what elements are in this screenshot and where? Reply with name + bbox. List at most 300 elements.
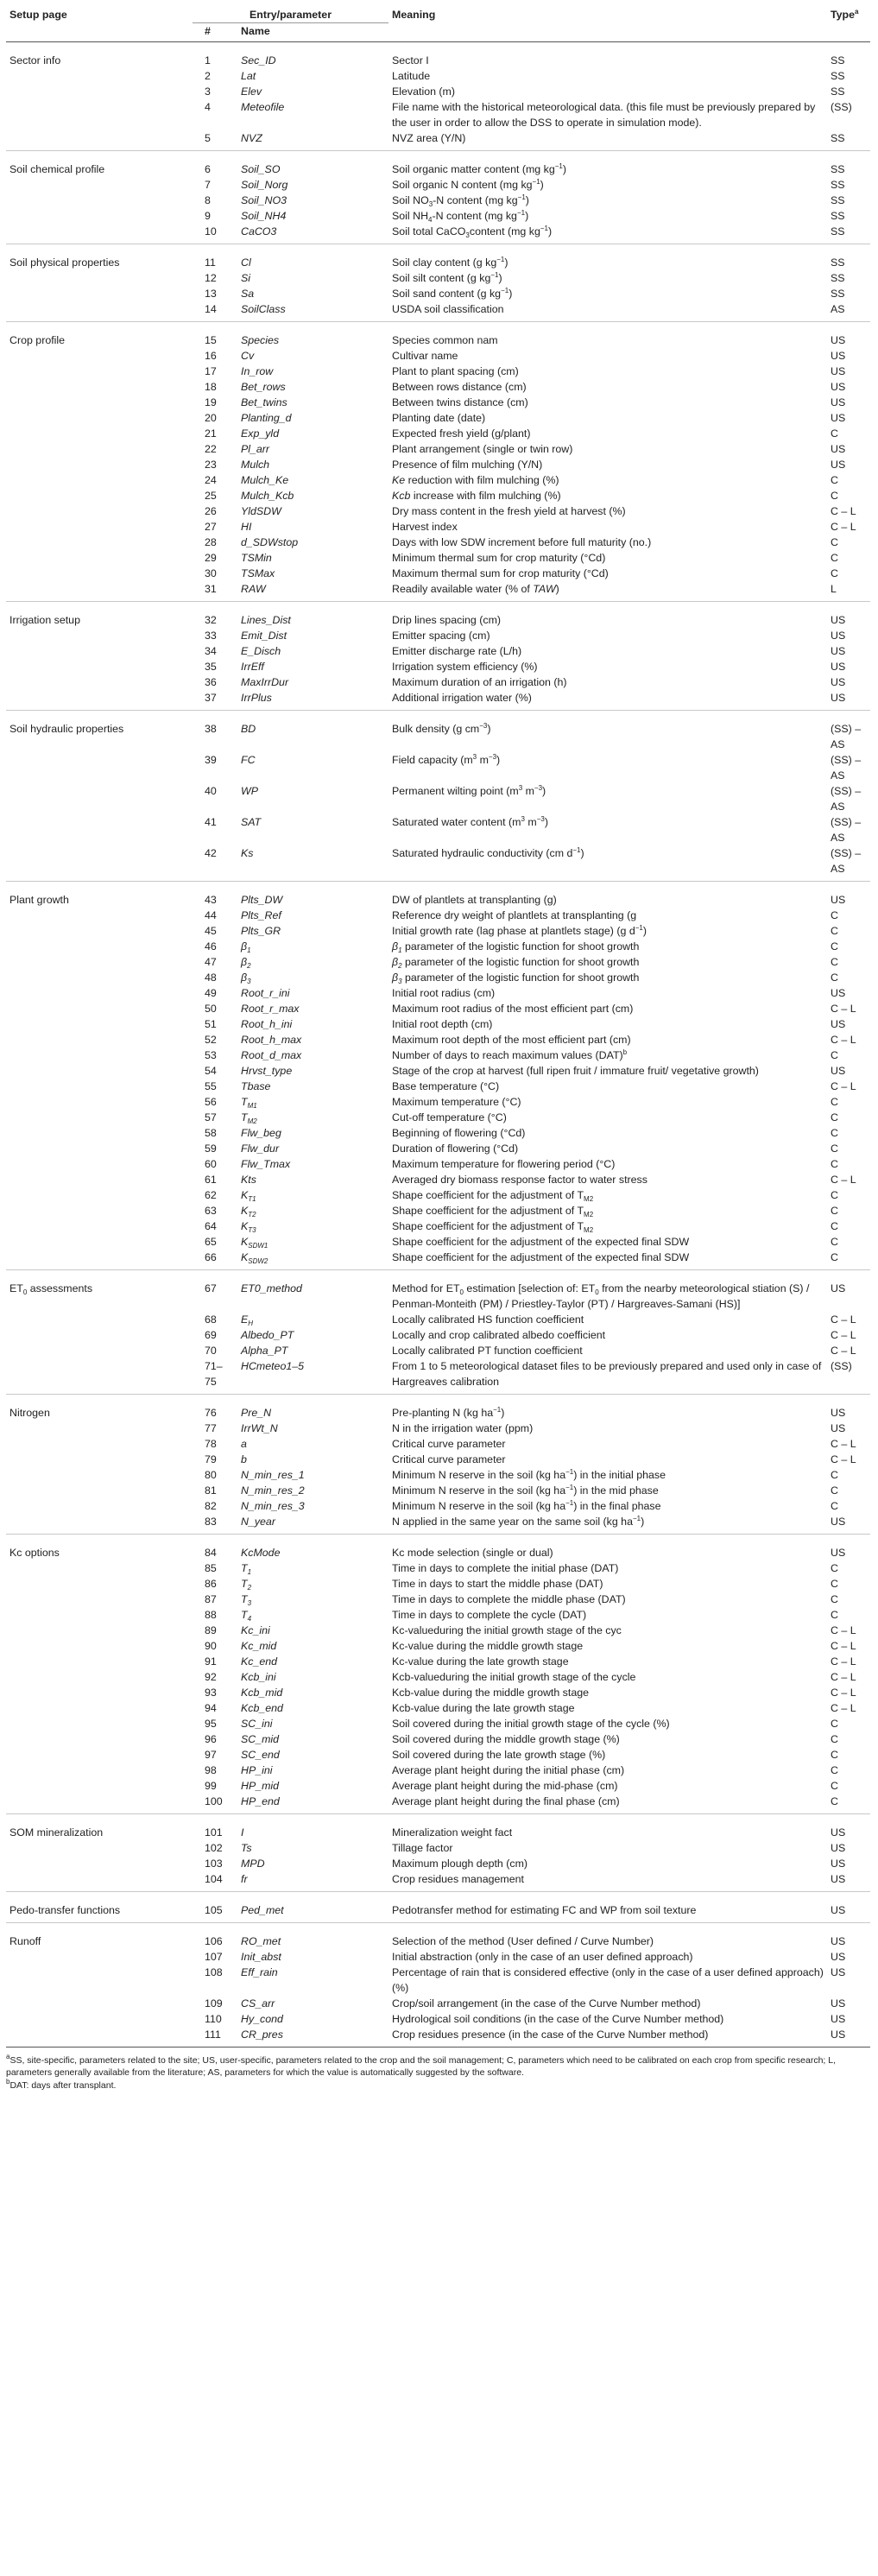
table-row (6, 1079, 870, 1094)
parameter-name: Kcb_mid (241, 1687, 283, 1699)
parameter-meaning: Elevation (m) (392, 85, 456, 98)
entry-number: 85 (205, 1562, 217, 1574)
parameter-type: US (831, 1065, 846, 1077)
parameter-type: C (831, 1609, 838, 1621)
table-row (6, 177, 870, 193)
parameter-type: US (831, 412, 846, 424)
parameter-type: SS (831, 179, 845, 191)
parameter-type: SS (831, 194, 845, 206)
parameter-meaning: Minimum N reserve in the soil (kg $ha^{-1}$) in the initial phase (392, 1468, 666, 1481)
parameter-name: Cv (241, 350, 255, 362)
parameter-type: (SS) – AS (831, 754, 862, 782)
parameter-type: SS (831, 163, 845, 175)
parameter-type: C – L (831, 1003, 856, 1015)
entry-number: 81 (205, 1484, 217, 1497)
parameter-name: Soil_NO3 (241, 194, 287, 206)
parameter-type: C (831, 1500, 838, 1512)
entry-number: 76 (205, 1407, 217, 1419)
parameter-meaning: Minimum thermal sum for crop maturity (°Cd) (392, 552, 606, 564)
section-title: $ET_0$ assessments (9, 1282, 93, 1296)
parameter-meaning: Maximum plough depth (cm) (392, 1858, 528, 1870)
parameter-name: N_year (237, 1514, 388, 1535)
table-row (6, 364, 870, 379)
parameter-type: C (831, 490, 838, 502)
table-row (6, 426, 870, 441)
parameter-name: HP_end (237, 1794, 388, 1814)
entry-number: 39 (205, 754, 217, 766)
parameter-type: C (831, 925, 838, 937)
parameter-name: $T_{M2}$ (241, 1111, 257, 1125)
table-row (6, 1607, 870, 1623)
parameter-name: Soil_Norg (241, 179, 288, 191)
parameter-meaning: Shape coefficient for the adjustment of $T_{M2}$ (392, 1205, 594, 1218)
parameter-meaning: Tillage factor (392, 1842, 453, 1854)
parameter-name: Hy_cond (241, 2013, 283, 2025)
parameter-meaning: $\beta_2$ parameter of the logistic function for shoot growth (392, 956, 640, 970)
table-row (6, 1395, 870, 1421)
parameter-name: Kcb_end (241, 1702, 283, 1714)
parameter-meaning: Expected fresh yield (g/plant) (392, 427, 531, 440)
parameter-meaning: Soil covered during the middle growth stage (%) (392, 1733, 620, 1745)
parameter-meaning: N in the irrigation water (ppm) (392, 1422, 534, 1434)
entry-number: 2 (205, 70, 211, 82)
parameter-name: CR_pres (237, 2027, 388, 2048)
section-title (6, 1560, 193, 1576)
parameter-meaning: Kcb-value during the late growth stage (392, 1702, 575, 1714)
parameter-name: E_Disch (241, 645, 281, 657)
parameter-name: $T_2$ (241, 1578, 252, 1592)
table-row (6, 503, 870, 519)
parameter-meaning: Kc-valueduring the initial growth stage of the cyc (392, 1624, 622, 1636)
parameter-name: RAW (237, 581, 388, 602)
parameter-meaning: $\beta_3$ parameter of the logistic function for shoot growth (392, 972, 640, 985)
parameter-meaning: DW of plantlets at transplanting (g) (392, 894, 557, 906)
entry-number: 20 (205, 412, 217, 424)
parameter-type: SS (831, 85, 845, 98)
parameter-type: C (831, 567, 838, 579)
parameter-type: (SS) – AS (831, 816, 862, 844)
table-row (6, 99, 870, 130)
parameter-type: C (831, 1593, 838, 1605)
section-title (6, 1498, 193, 1514)
section-title (6, 1312, 193, 1327)
parameter-meaning: Minimum N reserve in the soil (kg $ha^{-1}$) in the mid phase (392, 1484, 659, 1497)
entry-number: 107 (205, 1951, 223, 1963)
parameter-type: C (827, 1794, 870, 1814)
parameter-name: In_row (241, 365, 274, 377)
parameter-meaning: Plant arrangement (single or twin row) (392, 443, 573, 455)
parameter-name: Species (241, 334, 280, 346)
parameter-type: C (831, 1236, 838, 1248)
section-title (6, 68, 193, 84)
entry-number: 11 (205, 256, 216, 269)
header-type-label: Type (831, 9, 856, 21)
entry-number: 23 (205, 459, 217, 471)
section-title (6, 1016, 193, 1032)
parameter-type: US (831, 1951, 846, 1963)
parameter-meaning: Locally calibrated HS function coefficient (392, 1313, 584, 1326)
parameter-name: $\beta_1$ (241, 940, 251, 954)
footnote-b-text: DAT: days after transplant. (9, 2080, 117, 2091)
parameter-type: C (831, 1205, 838, 1217)
entry-number: 92 (205, 1671, 217, 1683)
entry-number: 80 (205, 1469, 217, 1481)
entry-number: 44 (205, 909, 217, 921)
parameter-name: MaxIrrDur (241, 676, 289, 688)
parameter-meaning: Soil $NH_4-N$ content (mg $kg^{-1}$) (392, 209, 529, 224)
parameter-meaning: Maximum root depth of the most efficient part (cm) (392, 1034, 631, 1046)
entry-number: 47 (205, 956, 217, 968)
table-row (6, 1498, 870, 1514)
section-title (6, 1358, 193, 1395)
parameter-meaning: Maximum temperature for flowering period (°C) (392, 1158, 616, 1170)
parameter-type: C – L (831, 1034, 856, 1046)
parameter-meaning: USDA soil classification (388, 301, 827, 322)
parameter-name: RO_met (241, 1935, 281, 1947)
parameter-name: $K_{T3}$ (241, 1220, 256, 1234)
entry-number: 84 (205, 1547, 217, 1559)
entry-number: 55 (205, 1080, 217, 1092)
entry-number: 64 (205, 1220, 217, 1232)
parameter-meaning: Maximum thermal sum for crop maturity (°Cd) (392, 567, 609, 579)
parameter-meaning: Initial growth rate (lag phase at plantlets stage) (g $d^{-1}$) (392, 924, 647, 937)
parameter-meaning: $\beta_1$ parameter of the logistic function for shoot growth (392, 940, 640, 954)
entry-number: 1 (205, 54, 211, 66)
parameter-meaning: Mineralization weight fact (392, 1826, 513, 1839)
section-title (6, 1187, 193, 1203)
parameter-type: US (831, 1018, 846, 1030)
entry-number: 28 (205, 536, 217, 548)
entry-number: 61 (205, 1174, 217, 1186)
parameter-meaning: Kc mode selection (single or dual) (392, 1547, 553, 1559)
section-title (6, 643, 193, 659)
section-7 (6, 1270, 870, 1395)
parameter-name: Kts (241, 1174, 256, 1186)
entry-number: 68 (205, 1313, 217, 1326)
parameter-type: US (831, 381, 846, 393)
entry-number: 96 (205, 1733, 217, 1745)
section-title (6, 923, 193, 939)
entry-number: 14 (193, 301, 237, 322)
table-row (6, 1794, 870, 1814)
parameter-type: US (831, 1858, 846, 1870)
parameter-meaning: Irrigation system efficiency (%) (392, 661, 538, 673)
parameter-type: US (831, 1842, 846, 1854)
parameter-type: C (831, 1749, 838, 1761)
parameter-type: C (831, 1189, 838, 1201)
parameter-name: Eff_rain (241, 1966, 278, 1978)
section-title (6, 1467, 193, 1483)
table-row (6, 1669, 870, 1685)
parameter-name: Plts_GR (241, 925, 281, 937)
entry-number: 58 (205, 1127, 217, 1139)
parameter-meaning: Presence of film mulching (Y/N) (392, 459, 543, 471)
parameter-type: C – L (831, 1687, 856, 1699)
section-title (6, 457, 193, 472)
section-title: Irrigation setup (9, 614, 80, 626)
section-title (6, 472, 193, 488)
parameter-name: Kc_mid (241, 1640, 277, 1652)
parameter-meaning: Number of days to reach maximum values (DAT)$^b$ (392, 1048, 628, 1061)
parameter-meaning: Base temperature (°C) (392, 1080, 500, 1092)
table-row (6, 286, 870, 301)
entry-number: 27 (205, 521, 217, 533)
table-row (6, 1343, 870, 1358)
section-title (6, 1250, 193, 1270)
table-row (6, 908, 870, 923)
parameter-meaning: Latitude (392, 70, 431, 82)
section-title (6, 1778, 193, 1794)
table-row (6, 1892, 870, 1923)
entry-number: 33 (205, 630, 217, 642)
table-row (6, 1063, 870, 1079)
section-title (6, 1172, 193, 1187)
parameter-name: Bet_rows (241, 381, 286, 393)
parameter-meaning: Soil clay content (g $kg^{-1}$) (392, 256, 508, 269)
parameter-type: C (831, 1469, 838, 1481)
section-title (6, 2011, 193, 2027)
parameter-type: C (831, 552, 838, 564)
table-row (6, 1421, 870, 1436)
parameter-name: $\beta_3$ (241, 972, 251, 985)
section-title (6, 364, 193, 379)
parameter-name: Exp_yld (241, 427, 280, 440)
parameter-meaning: Critical curve parameter (392, 1453, 506, 1465)
section-title (6, 1047, 193, 1063)
parameter-name: Meteofile (241, 101, 285, 113)
section-8 (6, 1395, 870, 1535)
parameter-type: C (831, 940, 838, 953)
parameter-type: C – L (831, 1624, 856, 1636)
table-row (6, 1535, 870, 1561)
parameter-type: US (831, 1547, 846, 1559)
parameter-meaning: Soil organic matter content (mg $kg^{-1}$) (392, 162, 566, 175)
footnote-a (6, 2054, 870, 2079)
table-row (6, 1747, 870, 1763)
parameter-type: C (831, 1484, 838, 1497)
section-title (6, 1032, 193, 1047)
parameter-name: Kc_ini (241, 1624, 270, 1636)
entry-number: 56 (205, 1096, 217, 1108)
section-title (6, 1856, 193, 1871)
section-title (6, 503, 193, 519)
parameter-meaning: Readily available water (% of TAW) (388, 581, 827, 602)
section-title (6, 566, 193, 581)
entry-number: 6 (205, 163, 211, 175)
parameter-name: Albedo_PT (241, 1329, 294, 1341)
table-row (6, 519, 870, 535)
table-row (6, 923, 870, 939)
table-row (6, 348, 870, 364)
table-row (6, 379, 870, 395)
section-title (6, 1965, 193, 1996)
parameter-meaning: Pedotransfer method for estimating FC and WP from soil texture (388, 1892, 827, 1923)
parameter-meaning: Drip lines spacing (cm) (392, 614, 502, 626)
table-row (6, 1172, 870, 1187)
section-title (6, 1592, 193, 1607)
table-row (6, 1638, 870, 1654)
parameter-name: Ts (241, 1842, 252, 1854)
parameter-type: C – L (831, 1438, 856, 1450)
section-title (6, 1685, 193, 1700)
parameter-meaning: Time in days to complete the cycle (DAT) (392, 1609, 587, 1621)
parameter-meaning: From 1 to 5 meteorological dataset files to be previously prepared and used only in case of Hargreaves calibration (388, 1358, 827, 1395)
entry-number: 22 (205, 443, 217, 455)
parameter-name: Alpha_PT (241, 1345, 288, 1357)
entry-number: 99 (205, 1780, 217, 1792)
table-row (6, 1358, 870, 1395)
parameter-name: Root_h_max (241, 1034, 302, 1046)
parameter-type: C (831, 1096, 838, 1108)
entry-number: 34 (205, 645, 217, 657)
parameter-name: Flw_beg (241, 1127, 281, 1139)
entry-number: 9 (205, 210, 211, 222)
entry-number: 19 (205, 396, 217, 408)
section-title (6, 301, 193, 322)
table-row (6, 270, 870, 286)
parameter-type: US (831, 1935, 846, 1947)
footnote-a-text: SS, site-specific, parameters related to the site; US, user-specific, parameters related to the crop and the soil management; C, parameters which need to be calibrated on each crop from specific research; L, parameters generally available from the literature; AS, parameters for which the value is automatically suggested by the software. (6, 2055, 836, 2078)
parameter-name: HCmeteo1–5 (237, 1358, 388, 1395)
entry-number: 7 (205, 179, 211, 191)
table-row (6, 1250, 870, 1270)
parameter-type: C (831, 1562, 838, 1574)
section-title: Pedo-transfer functions (6, 1892, 193, 1923)
parameter-name: NVZ (237, 130, 388, 151)
parameter-name: Pl_arr (241, 443, 270, 455)
parameter-type: US (831, 676, 846, 688)
section-title (6, 674, 193, 690)
header-type (827, 3, 870, 23)
entry-number: 71– 75 (193, 1358, 237, 1395)
section-title: Kc options (9, 1547, 60, 1559)
parameter-type: US (831, 1407, 846, 1419)
parameter-type: US (831, 1966, 846, 1978)
parameter-type: US (831, 459, 846, 471)
header-blank (6, 23, 193, 42)
section-title (6, 1669, 193, 1685)
footnote-b (6, 2079, 870, 2092)
parameter-name: IrrEff (241, 661, 264, 673)
parameter-type: C (831, 1127, 838, 1139)
parameter-meaning: Method for $ET_0$ estimation [selection of: $ET_0$ from the nearby meteorological stiation (S) / Penman-Monteith (PM) / Priestley-Taylor (PT) / Hargreaves-Samani (HS)] (392, 1282, 810, 1310)
parameter-meaning: Locally calibrated PT function coefficient (392, 1345, 583, 1357)
entry-number: 104 (193, 1871, 237, 1892)
parameter-name: IrrWt_N (241, 1422, 278, 1434)
parameter-meaning: Field capacity ($m^3$ $m^{-3}$) (392, 753, 501, 766)
entry-number: 78 (205, 1438, 217, 1450)
entry-number: 67 (205, 1282, 217, 1294)
table-row (6, 130, 870, 151)
table-row (6, 711, 870, 753)
parameter-name: Kc_end (241, 1655, 278, 1668)
parameter-type: US (831, 443, 846, 455)
table-row (6, 1923, 870, 1950)
section-title: Soil hydraulic properties (9, 723, 124, 735)
table-row (6, 1623, 870, 1638)
section-title (6, 908, 193, 923)
entry-number: 42 (193, 845, 237, 882)
section-title (6, 1623, 193, 1638)
parameter-name: $T_4$ (241, 1609, 252, 1623)
entry-number: 77 (205, 1422, 217, 1434)
section-9 (6, 1535, 870, 1814)
entry-number: 18 (205, 381, 217, 393)
parameter-type: C – L (831, 1453, 856, 1465)
parameter-meaning: Cut-off temperature (°C) (392, 1111, 507, 1123)
parameter-type: US (827, 690, 870, 711)
parameter-meaning: Additional irrigation water (%) (388, 690, 827, 711)
parameter-meaning: Time in days to complete the initial phase (DAT) (392, 1562, 619, 1574)
parameter-name: TSMax (241, 567, 275, 579)
section-title (6, 519, 193, 535)
entry-number: 46 (205, 940, 217, 953)
parameter-type: US (831, 645, 846, 657)
section-title (6, 1343, 193, 1358)
section-title (6, 1638, 193, 1654)
section-11 (6, 1892, 870, 1923)
section-title (6, 1949, 193, 1965)
table-row (6, 410, 870, 426)
table-row (6, 1871, 870, 1892)
table-row (6, 690, 870, 711)
section-title (6, 954, 193, 970)
entry-number: 24 (205, 474, 217, 486)
section-3 (6, 322, 870, 602)
table-row (6, 985, 870, 1001)
parameter-meaning: Selection of the method (User defined / Curve Number) (392, 1935, 654, 1947)
footnote-b-marker: b (6, 2078, 10, 2085)
parameter-meaning: Crop residues presence (in the case of the Curve Number method) (388, 2027, 827, 2048)
parameter-type: US (831, 661, 846, 673)
table-row (6, 193, 870, 208)
parameter-meaning: Kcb increase with film mulching (%) (392, 490, 561, 502)
section-title (6, 1763, 193, 1778)
parameter-type: C (831, 474, 838, 486)
table-row (6, 1654, 870, 1669)
parameter-type: SS (831, 272, 845, 284)
entry-number: 102 (205, 1842, 223, 1854)
entry-number: 43 (205, 894, 217, 906)
entry-number: 15 (205, 334, 217, 346)
parameter-meaning: Kcb-value during the middle growth stage (392, 1687, 589, 1699)
entry-number: 59 (205, 1142, 217, 1155)
parameter-meaning: Locally and crop calibrated albedo coefficient (392, 1329, 606, 1341)
table-row (6, 954, 870, 970)
entry-number: 88 (205, 1609, 217, 1621)
section-title (6, 1327, 193, 1343)
entry-number: 4 (205, 101, 211, 113)
table-row (6, 1141, 870, 1156)
parameter-name: d_SDWstop (241, 536, 299, 548)
entry-number: 109 (205, 1997, 223, 2010)
table-row (6, 472, 870, 488)
table-row (6, 151, 870, 178)
parameter-name: I (241, 1826, 244, 1839)
parameter-meaning: Days with low SDW increment before full maturity (no.) (392, 536, 652, 548)
parameter-type: C (831, 956, 838, 968)
section-title (6, 535, 193, 550)
header-number: # (193, 23, 237, 42)
table-row (6, 395, 870, 410)
parameter-meaning: NVZ area (Y/N) (388, 130, 827, 151)
parameter-meaning: Time in days to complete the middle phase (DAT) (392, 1593, 626, 1605)
section-2 (6, 244, 870, 322)
table-row (6, 2011, 870, 2027)
parameter-type: C (831, 1764, 838, 1776)
section-title (6, 395, 193, 410)
table-row (6, 1125, 870, 1141)
